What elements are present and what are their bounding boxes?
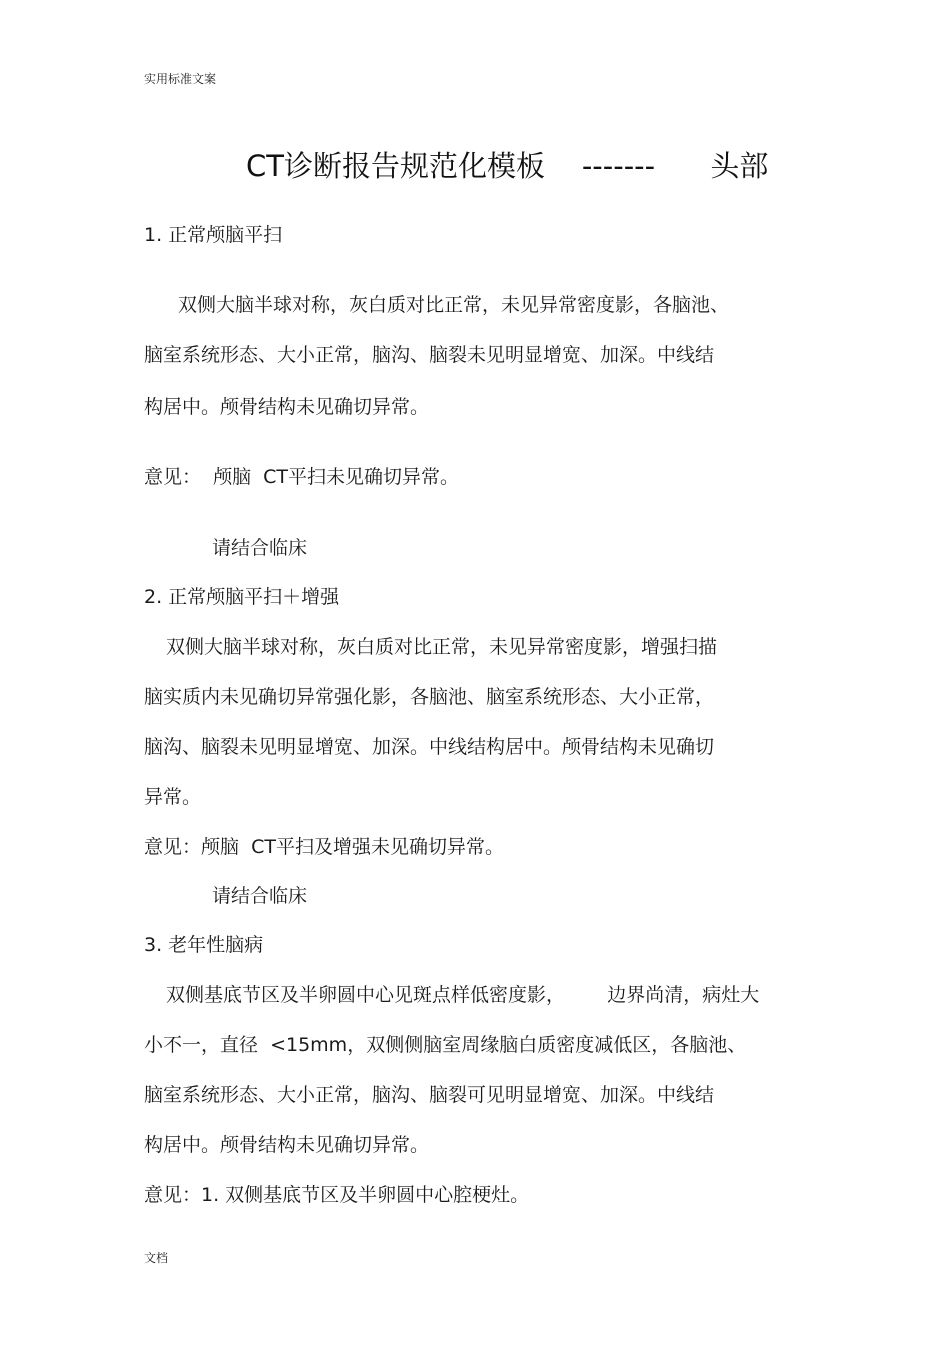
body-line: 构居中。颅骨结构未见确切异常。 [144,396,430,418]
body-line: 脑室系统形态、大小正常，脑沟、脑裂未见明显增宽、加深。中线结 [144,344,715,366]
advice-line: 请结合临床 [212,885,308,907]
body-line: 构居中。颅骨结构未见确切异常。 [144,1134,430,1156]
opinion-line: 意见：1. 双侧基底节区及半卵圆中心腔梗灶。 [144,1184,530,1206]
opinion-line: 意见：颅脑 CT平扫及增强未见确切异常。 [144,836,504,858]
section-heading: 1. 正常颅脑平扫 [144,224,283,246]
header-note: 实用标准文案 [144,72,217,86]
document-title: CT诊断报告规范化模板 ------- 头部 [246,149,769,183]
advice-line: 请结合临床 [212,537,308,559]
body-line: 双侧基底节区及半卵圆中心见斑点样低密度影， 边界尚清，病灶大 [166,984,760,1006]
section-heading: 2. 正常颅脑平扫＋增强 [144,586,340,608]
body-line: 脑实质内未见确切异常强化影，各脑池、脑室系统形态、大小正常， [144,686,715,708]
body-line: 异常。 [144,786,202,808]
body-line: 脑沟、脑裂未见明显增宽、加深。中线结构居中。颅骨结构未见确切 [144,736,715,758]
section-heading: 3. 老年性脑病 [144,934,264,956]
body-line: 双侧大脑半球对称，灰白质对比正常，未见异常密度影，各脑池、 [178,294,730,316]
body-line: 小不一，直径 <15mm，双侧侧脑室周缘脑白质密度减低区，各脑池、 [144,1034,747,1056]
opinion-line: 意见： 颅脑 CT平扫未见确切异常。 [144,466,460,488]
footer-note: 文档 [144,1251,169,1265]
body-line: 双侧大脑半球对称，灰白质对比正常，未见异常密度影，增强扫描 [166,636,718,658]
body-line: 脑室系统形态、大小正常，脑沟、脑裂可见明显增宽、加深。中线结 [144,1084,715,1106]
